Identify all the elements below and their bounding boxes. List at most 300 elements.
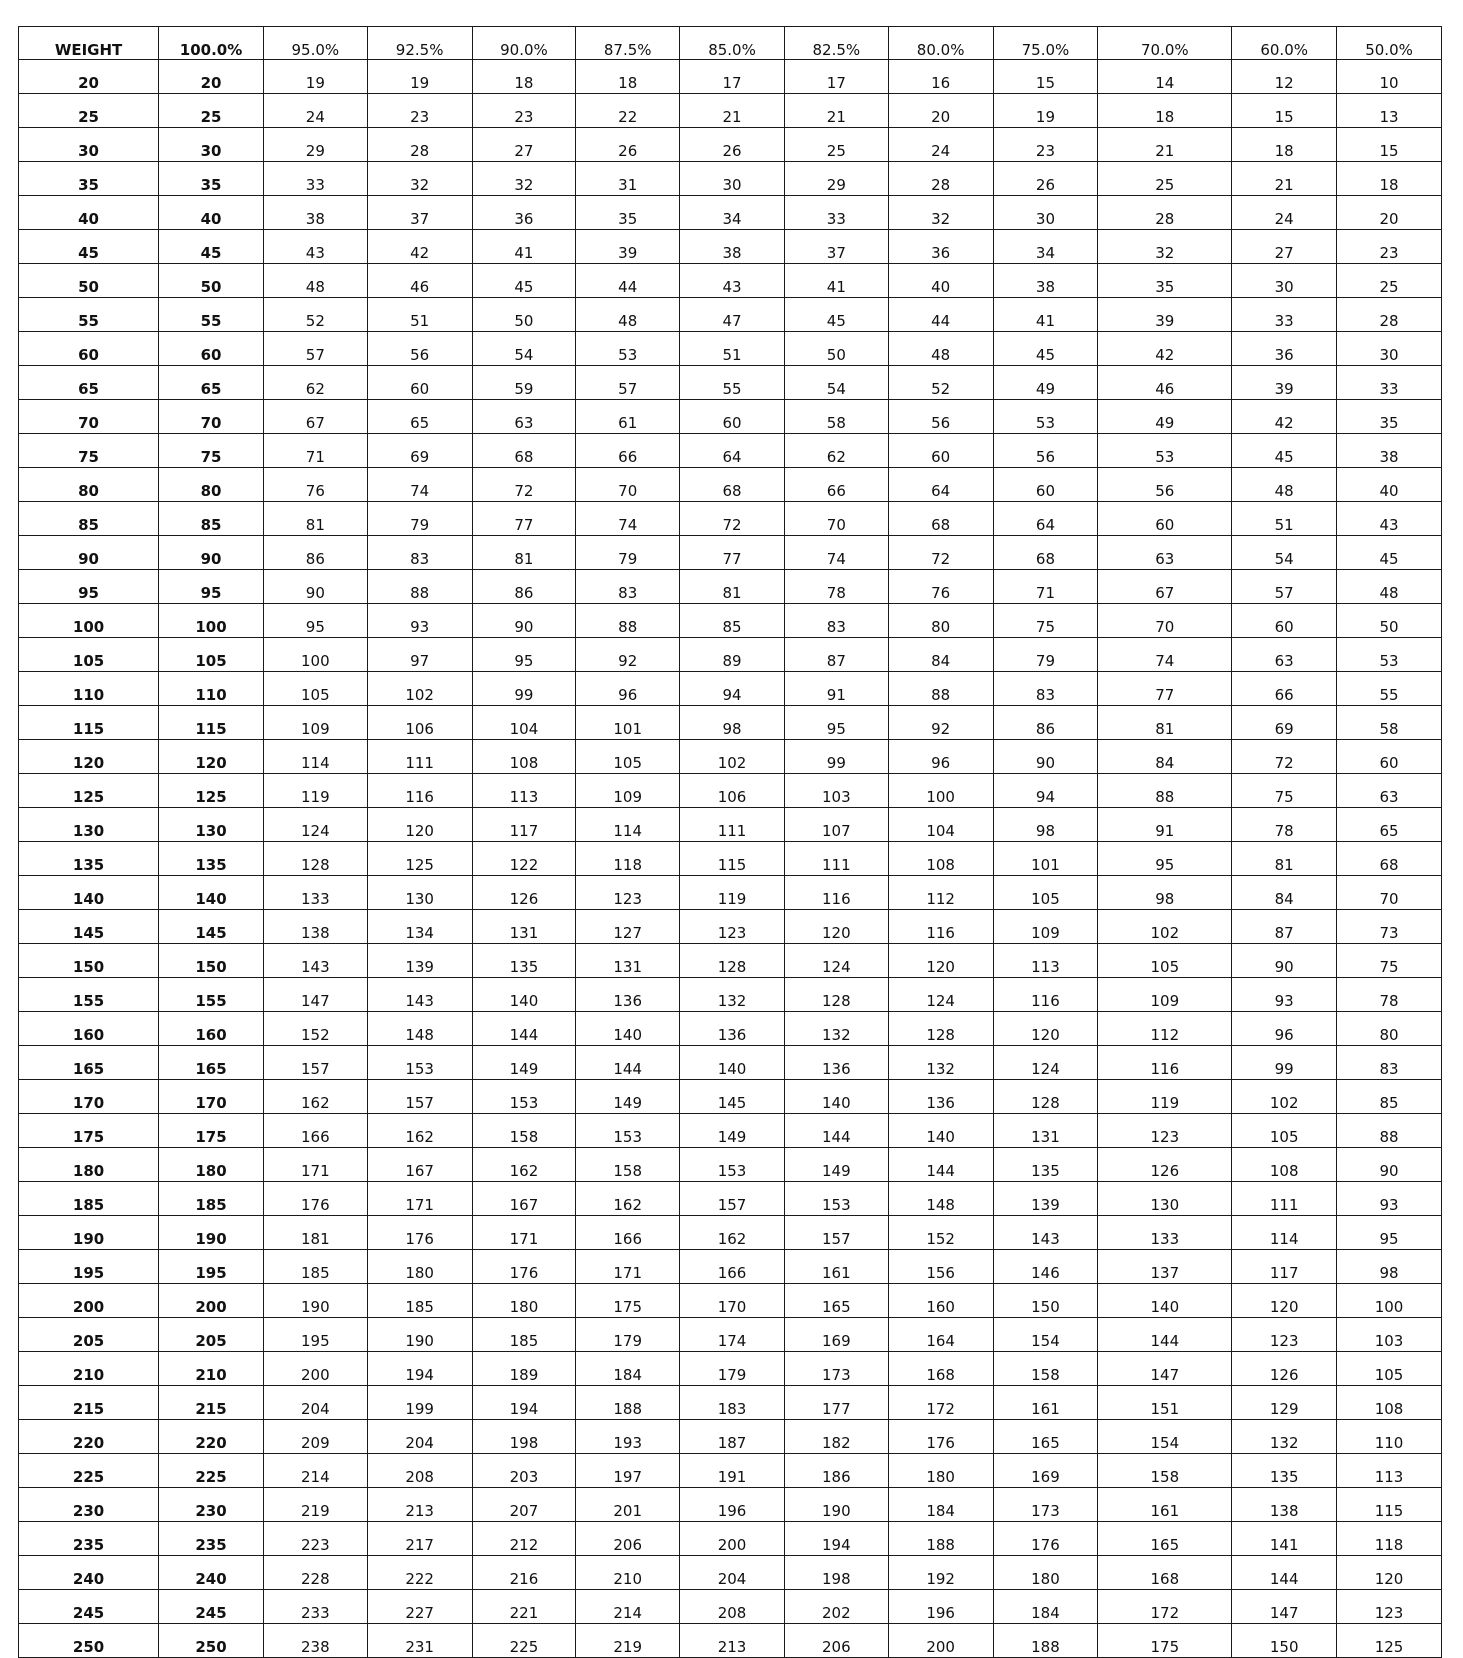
table-body <box>19 60 1442 1658</box>
percent-value-cell: 41 <box>784 264 888 298</box>
percent-value-cell: 194 <box>367 1352 472 1386</box>
percent-value-cell: 144 <box>888 1148 993 1182</box>
percent-value-cell: 144 <box>576 1046 680 1080</box>
percent-value-cell: 59 <box>472 366 576 400</box>
percent-value-cell: 81 <box>1098 706 1232 740</box>
percent-value-cell: 15 <box>1232 94 1337 128</box>
percent-value-cell: 108 <box>888 842 993 876</box>
percent-value-cell: 19 <box>263 60 367 94</box>
percent-value-cell: 30 <box>159 128 264 162</box>
percent-value-cell: 154 <box>1098 1420 1232 1454</box>
percent-value-cell: 141 <box>1232 1522 1337 1556</box>
percent-value-cell: 140 <box>159 876 264 910</box>
weight-cell: 250 <box>19 1624 159 1658</box>
percent-value-cell: 55 <box>159 298 264 332</box>
percent-value-cell: 105 <box>263 672 367 706</box>
percent-value-cell: 40 <box>888 264 993 298</box>
percent-value-cell: 78 <box>1337 978 1442 1012</box>
weight-cell: 190 <box>19 1216 159 1250</box>
percent-value-cell: 230 <box>159 1488 264 1522</box>
table-row <box>19 876 1442 910</box>
percent-value-cell: 52 <box>888 366 993 400</box>
weight-cell: 115 <box>19 706 159 740</box>
percent-value-cell: 80 <box>159 468 264 502</box>
percent-value-cell: 123 <box>1232 1318 1337 1352</box>
percent-value-cell: 204 <box>680 1556 785 1590</box>
percent-value-cell: 136 <box>576 978 680 1012</box>
percent-value-cell: 72 <box>888 536 993 570</box>
percent-value-cell: 21 <box>1232 162 1337 196</box>
weight-percentage-table <box>18 26 1442 1658</box>
percent-value-cell: 50 <box>784 332 888 366</box>
percent-value-cell: 120 <box>993 1012 1098 1046</box>
percent-value-cell: 36 <box>1232 332 1337 366</box>
percent-value-cell: 90 <box>1337 1148 1442 1182</box>
percent-value-cell: 61 <box>576 400 680 434</box>
percent-value-cell: 250 <box>159 1624 264 1658</box>
percent-value-cell: 24 <box>1232 196 1337 230</box>
percent-value-cell: 162 <box>576 1182 680 1216</box>
percent-value-cell: 33 <box>1232 298 1337 332</box>
percent-value-cell: 30 <box>680 162 785 196</box>
percent-value-cell: 70 <box>1098 604 1232 638</box>
percent-value-cell: 105 <box>1098 944 1232 978</box>
percent-value-cell: 126 <box>1098 1148 1232 1182</box>
percent-value-cell: 48 <box>1232 468 1337 502</box>
percent-value-cell: 199 <box>367 1386 472 1420</box>
percent-value-cell: 102 <box>680 740 785 774</box>
percent-value-cell: 109 <box>1098 978 1232 1012</box>
percent-value-cell: 176 <box>888 1420 993 1454</box>
percent-value-cell: 16 <box>888 60 993 94</box>
percent-value-cell: 173 <box>993 1488 1098 1522</box>
percent-value-cell: 63 <box>472 400 576 434</box>
percent-value-cell: 80 <box>888 604 993 638</box>
percent-value-cell: 129 <box>1232 1386 1337 1420</box>
weight-cell: 130 <box>19 808 159 842</box>
percent-value-cell: 71 <box>263 434 367 468</box>
percent-value-cell: 18 <box>1337 162 1442 196</box>
percent-value-cell: 200 <box>263 1352 367 1386</box>
percent-value-cell: 85 <box>680 604 785 638</box>
percent-value-cell: 116 <box>888 910 993 944</box>
table-row <box>19 60 1442 94</box>
percent-value-cell: 29 <box>263 128 367 162</box>
weight-cell: 35 <box>19 162 159 196</box>
percent-value-cell: 158 <box>472 1114 576 1148</box>
percent-value-cell: 169 <box>993 1454 1098 1488</box>
percent-value-cell: 105 <box>159 638 264 672</box>
percent-value-cell: 83 <box>784 604 888 638</box>
percent-value-cell: 24 <box>263 94 367 128</box>
percent-value-cell: 149 <box>680 1114 785 1148</box>
percent-value-cell: 204 <box>263 1386 367 1420</box>
table-row <box>19 1488 1442 1522</box>
percent-value-cell: 152 <box>263 1012 367 1046</box>
percent-value-cell: 188 <box>993 1624 1098 1658</box>
percent-value-cell: 18 <box>1232 128 1337 162</box>
percent-value-cell: 84 <box>1098 740 1232 774</box>
percent-value-cell: 156 <box>888 1250 993 1284</box>
percent-value-cell: 17 <box>680 60 785 94</box>
percent-value-cell: 30 <box>1232 264 1337 298</box>
percent-value-cell: 92 <box>576 638 680 672</box>
percent-value-cell: 108 <box>1337 1386 1442 1420</box>
percent-value-cell: 10 <box>1337 60 1442 94</box>
percent-value-cell: 28 <box>367 128 472 162</box>
percent-value-cell: 68 <box>1337 842 1442 876</box>
percent-value-cell: 26 <box>680 128 785 162</box>
percent-value-cell: 112 <box>1098 1012 1232 1046</box>
percent-value-cell: 194 <box>472 1386 576 1420</box>
percent-value-cell: 185 <box>367 1284 472 1318</box>
percent-value-cell: 106 <box>367 706 472 740</box>
percent-value-cell: 15 <box>993 60 1098 94</box>
percent-value-cell: 188 <box>576 1386 680 1420</box>
table-row <box>19 672 1442 706</box>
percent-value-cell: 18 <box>1098 94 1232 128</box>
percent-value-cell: 111 <box>367 740 472 774</box>
weight-cell: 225 <box>19 1454 159 1488</box>
percent-value-cell: 162 <box>680 1216 785 1250</box>
percent-value-cell: 60 <box>680 400 785 434</box>
percent-value-cell: 41 <box>472 230 576 264</box>
percent-value-cell: 77 <box>1098 672 1232 706</box>
percent-value-cell: 198 <box>784 1556 888 1590</box>
table-row <box>19 1590 1442 1624</box>
percent-value-cell: 86 <box>263 536 367 570</box>
percent-value-cell: 157 <box>784 1216 888 1250</box>
percent-value-cell: 72 <box>472 468 576 502</box>
percent-value-cell: 50 <box>159 264 264 298</box>
percent-value-cell: 161 <box>1098 1488 1232 1522</box>
percent-value-cell: 93 <box>1232 978 1337 1012</box>
percent-value-cell: 76 <box>888 570 993 604</box>
percent-value-cell: 88 <box>888 672 993 706</box>
percent-value-cell: 87 <box>1232 910 1337 944</box>
percent-value-cell: 86 <box>993 706 1098 740</box>
percent-value-cell: 55 <box>1337 672 1442 706</box>
percent-value-cell: 154 <box>993 1318 1098 1352</box>
percent-value-cell: 38 <box>263 196 367 230</box>
table-row <box>19 1148 1442 1182</box>
percent-value-cell: 167 <box>472 1182 576 1216</box>
percent-value-cell: 63 <box>1232 638 1337 672</box>
percent-value-cell: 95 <box>784 706 888 740</box>
percent-value-cell: 157 <box>680 1182 785 1216</box>
percent-value-cell: 83 <box>576 570 680 604</box>
percent-value-cell: 125 <box>159 774 264 808</box>
table-row <box>19 502 1442 536</box>
weight-cell: 70 <box>19 400 159 434</box>
percent-value-cell: 171 <box>576 1250 680 1284</box>
percent-value-cell: 111 <box>680 808 785 842</box>
percent-value-cell: 145 <box>680 1080 785 1114</box>
percent-value-cell: 184 <box>576 1352 680 1386</box>
percent-value-cell: 153 <box>472 1080 576 1114</box>
percent-value-cell: 223 <box>263 1522 367 1556</box>
percent-value-cell: 190 <box>159 1216 264 1250</box>
percent-value-cell: 33 <box>784 196 888 230</box>
percent-value-cell: 29 <box>784 162 888 196</box>
percent-value-cell: 150 <box>1232 1624 1337 1658</box>
table-row <box>19 400 1442 434</box>
percent-value-cell: 222 <box>367 1556 472 1590</box>
percent-value-cell: 74 <box>784 536 888 570</box>
table-row <box>19 434 1442 468</box>
percent-value-cell: 65 <box>1337 808 1442 842</box>
percent-value-cell: 68 <box>993 536 1098 570</box>
table-row <box>19 468 1442 502</box>
percent-value-cell: 206 <box>576 1522 680 1556</box>
table-row <box>19 1454 1442 1488</box>
percent-value-cell: 124 <box>263 808 367 842</box>
percent-value-cell: 51 <box>680 332 785 366</box>
percent-value-cell: 90 <box>1232 944 1337 978</box>
percent-value-cell: 130 <box>159 808 264 842</box>
percent-value-cell: 66 <box>576 434 680 468</box>
percent-value-cell: 20 <box>888 94 993 128</box>
percent-value-cell: 102 <box>367 672 472 706</box>
table-row <box>19 1522 1442 1556</box>
percent-value-cell: 88 <box>1337 1114 1442 1148</box>
percent-value-cell: 179 <box>576 1318 680 1352</box>
table-row <box>19 1318 1442 1352</box>
percent-value-cell: 238 <box>263 1624 367 1658</box>
percent-value-cell: 113 <box>1337 1454 1442 1488</box>
weight-cell: 200 <box>19 1284 159 1318</box>
percent-value-cell: 153 <box>576 1114 680 1148</box>
percent-value-cell: 30 <box>993 196 1098 230</box>
percent-value-cell: 196 <box>680 1488 785 1522</box>
table-row <box>19 196 1442 230</box>
percent-value-cell: 53 <box>1098 434 1232 468</box>
table-row <box>19 1046 1442 1080</box>
percent-value-cell: 113 <box>472 774 576 808</box>
percent-value-cell: 79 <box>367 502 472 536</box>
weight-cell: 240 <box>19 1556 159 1590</box>
weight-cell: 135 <box>19 842 159 876</box>
percent-value-cell: 204 <box>367 1420 472 1454</box>
percent-value-cell: 136 <box>680 1012 785 1046</box>
percent-value-cell: 36 <box>888 230 993 264</box>
table-row <box>19 842 1442 876</box>
percent-value-cell: 190 <box>784 1488 888 1522</box>
percent-value-cell: 177 <box>784 1386 888 1420</box>
percent-value-cell: 235 <box>159 1522 264 1556</box>
percent-value-cell: 150 <box>993 1284 1098 1318</box>
percent-value-cell: 94 <box>680 672 785 706</box>
percent-value-cell: 24 <box>888 128 993 162</box>
percent-value-cell: 42 <box>1232 400 1337 434</box>
weight-cell: 215 <box>19 1386 159 1420</box>
percent-value-cell: 37 <box>367 196 472 230</box>
percent-value-cell: 138 <box>1232 1488 1337 1522</box>
percent-value-cell: 192 <box>888 1556 993 1590</box>
percent-value-cell: 117 <box>472 808 576 842</box>
percent-value-cell: 147 <box>1098 1352 1232 1386</box>
table-row <box>19 1284 1442 1318</box>
weight-cell: 40 <box>19 196 159 230</box>
table-row <box>19 366 1442 400</box>
percent-value-cell: 139 <box>993 1182 1098 1216</box>
percent-value-cell: 58 <box>1337 706 1442 740</box>
percent-value-cell: 100 <box>263 638 367 672</box>
percent-value-cell: 49 <box>1098 400 1232 434</box>
percent-value-cell: 84 <box>888 638 993 672</box>
percent-value-cell: 116 <box>784 876 888 910</box>
percent-value-cell: 210 <box>576 1556 680 1590</box>
percent-value-cell: 34 <box>993 230 1098 264</box>
weight-cell: 80 <box>19 468 159 502</box>
percent-value-cell: 148 <box>367 1012 472 1046</box>
percent-value-cell: 56 <box>367 332 472 366</box>
weight-cell: 60 <box>19 332 159 366</box>
percent-value-cell: 180 <box>472 1284 576 1318</box>
percent-value-cell: 176 <box>367 1216 472 1250</box>
table-row <box>19 128 1442 162</box>
percent-value-cell: 98 <box>1098 876 1232 910</box>
percent-value-cell: 46 <box>1098 366 1232 400</box>
percent-value-cell: 81 <box>472 536 576 570</box>
percent-value-cell: 56 <box>1098 468 1232 502</box>
percent-value-cell: 90 <box>263 570 367 604</box>
percent-value-cell: 43 <box>1337 502 1442 536</box>
percent-value-cell: 32 <box>888 196 993 230</box>
percent-value-cell: 162 <box>472 1148 576 1182</box>
percent-value-cell: 107 <box>784 808 888 842</box>
column-header-92-5: 92.5% <box>367 27 472 60</box>
percent-value-cell: 176 <box>472 1250 576 1284</box>
percent-value-cell: 173 <box>784 1352 888 1386</box>
percent-value-cell: 165 <box>159 1046 264 1080</box>
percent-value-cell: 88 <box>1098 774 1232 808</box>
percent-value-cell: 216 <box>472 1556 576 1590</box>
percent-value-cell: 130 <box>1098 1182 1232 1216</box>
percent-value-cell: 72 <box>1232 740 1337 774</box>
percent-value-cell: 145 <box>159 910 264 944</box>
percent-value-cell: 31 <box>576 162 680 196</box>
percent-value-cell: 58 <box>784 400 888 434</box>
percent-value-cell: 62 <box>263 366 367 400</box>
percent-value-cell: 109 <box>263 706 367 740</box>
table-row <box>19 1420 1442 1454</box>
percent-value-cell: 165 <box>1098 1522 1232 1556</box>
percent-value-cell: 83 <box>993 672 1098 706</box>
percent-value-cell: 90 <box>472 604 576 638</box>
percent-value-cell: 182 <box>784 1420 888 1454</box>
percent-value-cell: 116 <box>1098 1046 1232 1080</box>
percent-value-cell: 138 <box>263 910 367 944</box>
weight-cell: 30 <box>19 128 159 162</box>
percent-value-cell: 90 <box>993 740 1098 774</box>
percent-value-cell: 102 <box>1232 1080 1337 1114</box>
percent-value-cell: 28 <box>1337 298 1442 332</box>
percent-value-cell: 54 <box>1232 536 1337 570</box>
percent-value-cell: 217 <box>367 1522 472 1556</box>
percent-value-cell: 78 <box>1232 808 1337 842</box>
percent-value-cell: 231 <box>367 1624 472 1658</box>
table-row <box>19 740 1442 774</box>
percent-value-cell: 132 <box>888 1046 993 1080</box>
percent-value-cell: 74 <box>1098 638 1232 672</box>
percent-value-cell: 170 <box>159 1080 264 1114</box>
percent-value-cell: 45 <box>159 230 264 264</box>
percent-value-cell: 111 <box>784 842 888 876</box>
percent-value-cell: 171 <box>472 1216 576 1250</box>
percent-value-cell: 176 <box>263 1182 367 1216</box>
percent-value-cell: 127 <box>576 910 680 944</box>
percent-value-cell: 99 <box>784 740 888 774</box>
table-row <box>19 604 1442 638</box>
percent-value-cell: 168 <box>1098 1556 1232 1590</box>
percent-value-cell: 149 <box>472 1046 576 1080</box>
percent-value-cell: 126 <box>472 876 576 910</box>
table-row <box>19 1216 1442 1250</box>
percent-value-cell: 66 <box>1232 672 1337 706</box>
table-row <box>19 774 1442 808</box>
percent-value-cell: 124 <box>888 978 993 1012</box>
percent-value-cell: 101 <box>993 842 1098 876</box>
percent-value-cell: 114 <box>1232 1216 1337 1250</box>
percent-value-cell: 100 <box>888 774 993 808</box>
weight-cell: 90 <box>19 536 159 570</box>
weight-cell: 105 <box>19 638 159 672</box>
percent-value-cell: 120 <box>159 740 264 774</box>
table-row <box>19 570 1442 604</box>
percent-value-cell: 174 <box>680 1318 785 1352</box>
percent-value-cell: 98 <box>1337 1250 1442 1284</box>
percent-value-cell: 26 <box>993 162 1098 196</box>
percent-value-cell: 48 <box>263 264 367 298</box>
percent-value-cell: 48 <box>1337 570 1442 604</box>
weight-cell: 100 <box>19 604 159 638</box>
percent-value-cell: 50 <box>472 298 576 332</box>
column-header-75: 75.0% <box>993 27 1098 60</box>
percent-value-cell: 77 <box>680 536 785 570</box>
percent-value-cell: 165 <box>784 1284 888 1318</box>
percent-value-cell: 131 <box>993 1114 1098 1148</box>
percent-value-cell: 100 <box>159 604 264 638</box>
percent-value-cell: 126 <box>1232 1352 1337 1386</box>
percent-value-cell: 105 <box>1232 1114 1337 1148</box>
percent-value-cell: 122 <box>472 842 576 876</box>
percent-value-cell: 109 <box>576 774 680 808</box>
percent-value-cell: 180 <box>888 1454 993 1488</box>
weight-cell: 140 <box>19 876 159 910</box>
percent-value-cell: 210 <box>159 1352 264 1386</box>
percentage-table-container <box>18 26 1442 1658</box>
percent-value-cell: 200 <box>888 1624 993 1658</box>
percent-value-cell: 96 <box>576 672 680 706</box>
percent-value-cell: 120 <box>784 910 888 944</box>
weight-cell: 95 <box>19 570 159 604</box>
percent-value-cell: 75 <box>993 604 1098 638</box>
percent-value-cell: 21 <box>1098 128 1232 162</box>
percent-value-cell: 14 <box>1098 60 1232 94</box>
percent-value-cell: 88 <box>576 604 680 638</box>
percent-value-cell: 95 <box>472 638 576 672</box>
percent-value-cell: 40 <box>1337 468 1442 502</box>
percent-value-cell: 48 <box>576 298 680 332</box>
percent-value-cell: 155 <box>159 978 264 1012</box>
percent-value-cell: 147 <box>1232 1590 1337 1624</box>
percent-value-cell: 228 <box>263 1556 367 1590</box>
weight-cell: 45 <box>19 230 159 264</box>
column-header-80: 80.0% <box>888 27 993 60</box>
percent-value-cell: 54 <box>784 366 888 400</box>
percent-value-cell: 140 <box>888 1114 993 1148</box>
